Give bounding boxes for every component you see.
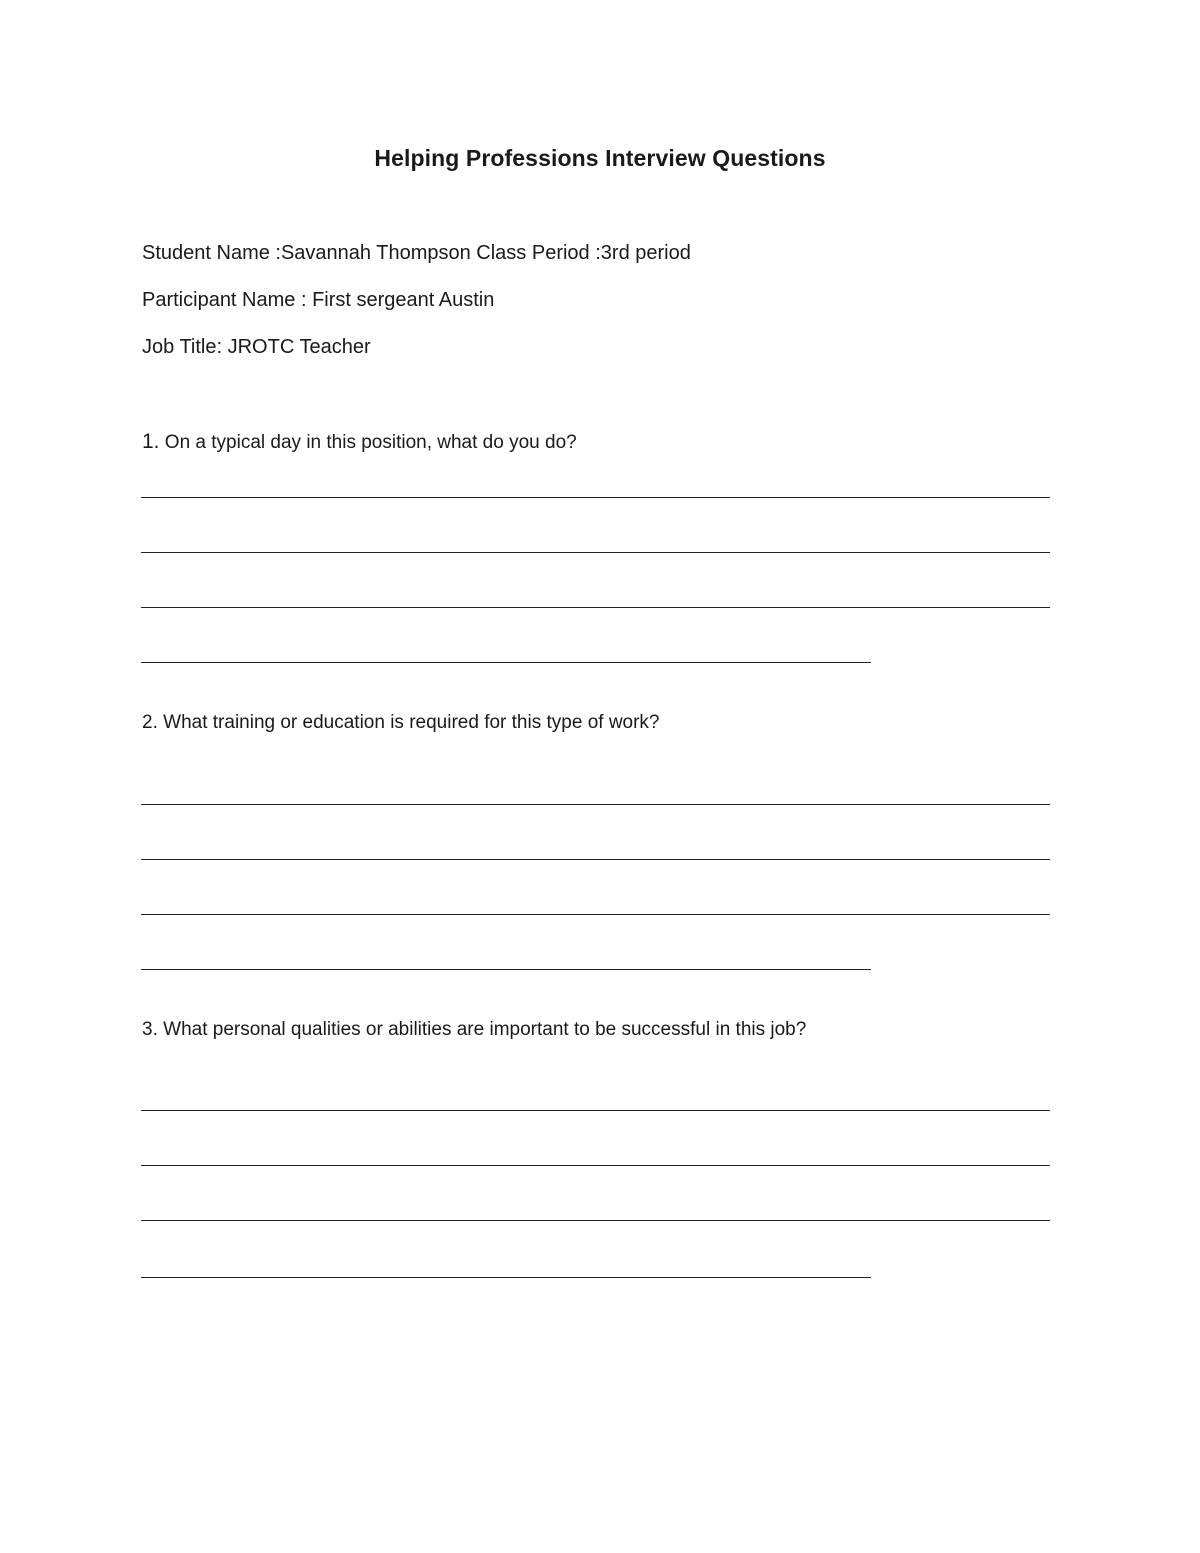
question-text: On a typical day in this position, what do you do? (164, 432, 577, 453)
answer-line[interactable] (141, 859, 1050, 860)
student-name-line: Student Name :Savannah Thompson Class Period :3rd period (142, 242, 691, 264)
answer-line[interactable] (141, 607, 1050, 608)
answer-line[interactable] (141, 1277, 871, 1278)
answer-line[interactable] (141, 497, 1050, 498)
participant-name-line: Participant Name : First sergeant Austin (142, 289, 495, 311)
question-3 (142, 1019, 806, 1041)
answer-line[interactable] (141, 552, 1050, 553)
answer-line[interactable] (141, 969, 871, 970)
question-number: 1. (142, 430, 160, 453)
answer-line[interactable] (141, 804, 1050, 805)
question-1 (142, 430, 577, 454)
question-number: 2. (142, 712, 158, 733)
answer-line[interactable] (141, 662, 871, 663)
answer-line[interactable] (141, 1165, 1050, 1166)
answer-line[interactable] (141, 1220, 1050, 1221)
question-number: 3. (142, 1019, 158, 1040)
page-title: Helping Professions Interview Questions (374, 145, 826, 171)
question-text: What personal qualities or abilities are important to be successful in this job? (163, 1019, 807, 1040)
question-text: What training or education is required for this type of work? (163, 712, 660, 733)
job-title-line: Job Title: JROTC Teacher (142, 336, 371, 358)
answer-line[interactable] (141, 914, 1050, 915)
answer-line[interactable] (141, 1110, 1050, 1111)
question-2 (142, 712, 660, 734)
